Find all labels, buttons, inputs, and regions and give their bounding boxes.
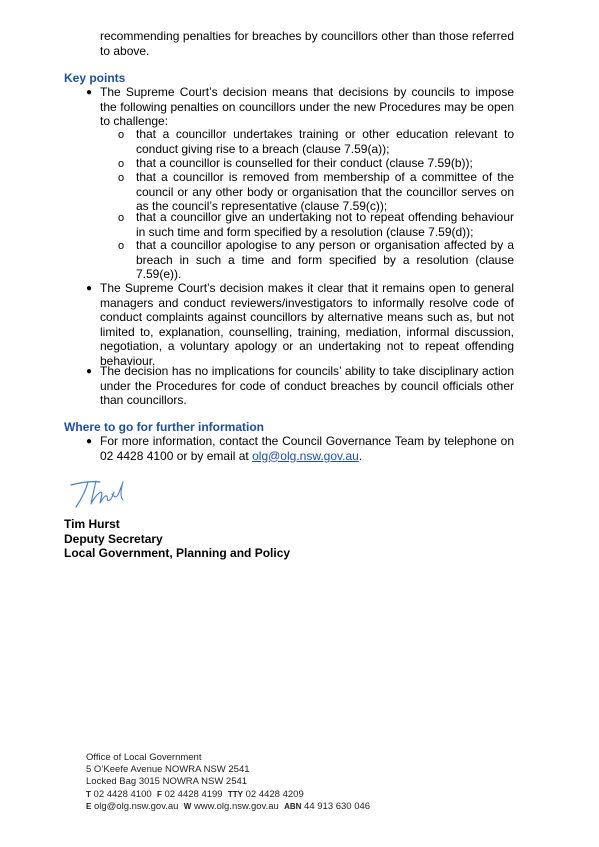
intro-tail-text: recommending penalties for breaches by councillors other than those referred to above.	[100, 29, 514, 58]
bullet-icon: ●	[86, 283, 93, 294]
tty-value: 02 4428 4209	[245, 788, 304, 800]
sub-item-3: that a councillor is removed from membership of a committee of the council or any other body or organisation that the councillor serves on as the council’s representative (clause 7.59(c));	[136, 170, 514, 213]
sub-bullet-icon: o	[118, 212, 125, 224]
signatory-name: Tim Hurst	[64, 517, 120, 531]
further-info-lead: For more information, contact the Council Governance Team by telephone on 02 4428 4100 or by email at	[100, 434, 514, 463]
footer-org: Office of Local Government	[86, 752, 202, 763]
signature-image	[68, 476, 132, 512]
footer-email: olg@olg.nsw.gov.au	[93, 800, 179, 812]
footer-contact	[86, 752, 370, 813]
signatory-title: Deputy Secretary	[64, 531, 163, 546]
fax-value: 02 4428 4199	[164, 788, 223, 800]
further-info-heading: Where to go for further information	[64, 420, 264, 434]
web-label: W	[183, 801, 192, 811]
sub-item-5: that a councillor apologise to any person or organisation affected by a breach in such a time and form specified by a resolution (clause 7.59(e)).	[136, 238, 514, 281]
footer-web	[86, 801, 370, 813]
key-point-1: The Supreme Court’s decision means that decisions by councils to impose the following penalties on councillors under the new Procedures may be open to challenge:	[100, 85, 514, 128]
signatory-division: Local Government, Planning and Policy	[64, 546, 291, 560]
abn-value: 44 913 630 046	[304, 800, 371, 812]
abn-label: ABN	[284, 801, 302, 811]
sub-bullet-icon: o	[118, 172, 125, 184]
bullet-icon: ●	[86, 436, 93, 447]
sub-bullet-icon: o	[118, 240, 125, 252]
further-info-trail: .	[358, 448, 363, 463]
footer-website: www.olg.nsw.gov.au	[193, 800, 279, 812]
tty-label: TTY	[227, 789, 243, 799]
bullet-icon: ●	[86, 87, 93, 98]
bullet-icon: ●	[86, 366, 93, 377]
sub-item-1: that a councillor undertakes training or other education relevant to conduct giving rise to a breach (clause 7.59(a));	[136, 127, 514, 156]
email-label: E	[86, 801, 92, 811]
footer-phones	[86, 789, 370, 801]
sub-bullet-icon: o	[118, 158, 125, 170]
email-link[interactable]: olg@olg.nsw.gov.au	[252, 448, 359, 463]
sub-bullet-icon: o	[118, 129, 125, 141]
fax-label: F	[156, 789, 162, 799]
key-point-3: The decision has no implications for councils’ ability to take disciplinary action under the Procedures for code of conduct breaches by council officials other than councillors.	[100, 364, 514, 407]
signature-block	[64, 517, 290, 561]
key-point-2: The Supreme Court’s decision makes it clear that it remains open to general managers and conduct reviewers/investigators to informally resolve code of conduct complaints against councillors by alternative means such as, but not limited to, explanation, counselling, training, mediation, informal discussion, negotiation, a voluntary apology or an undertaking not to repeat offending behaviour.	[100, 281, 514, 368]
footer-address-1: 5 O’Keefe Avenue NOWRA NSW 2541	[86, 764, 250, 776]
further-info-text	[100, 434, 514, 463]
sub-item-2: that a councillor is counselled for their conduct (clause 7.59(b));	[136, 156, 473, 170]
sub-item-4: that a councillor give an undertaking not to repeat offending behaviour in such time and form specified by a resolution (clause 7.59(d));	[136, 210, 514, 239]
phone-label: T	[86, 789, 91, 799]
footer-address-2: Locked Bag 3015 NOWRA NSW 2541	[86, 776, 248, 788]
phone-value: 02 4428 4100	[93, 788, 152, 800]
key-points-heading: Key points	[64, 71, 126, 85]
